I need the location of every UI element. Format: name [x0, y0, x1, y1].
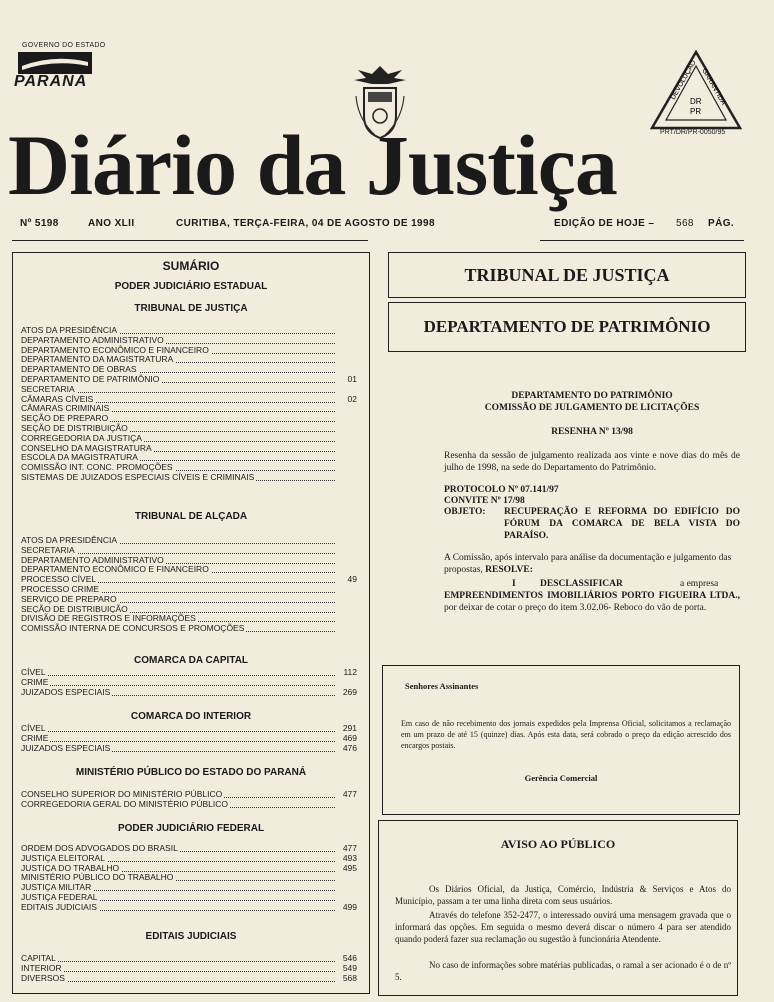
summary-entry-label: SECRETARIA: [21, 544, 75, 555]
issue-number: Nº 5198: [20, 218, 59, 229]
summary-entry-label: DIVISÃO DE REGISTROS E INFORMAÇÕES: [21, 613, 196, 624]
summary-entry-label: COMISSÃO INT. CONC. PROMOÇÕES: [21, 462, 173, 473]
summary-section-heading: TRIBUNAL DE ALÇADA: [134, 511, 248, 522]
summary-section-heading: PODER JUDICIÁRIO FEDERAL: [117, 823, 265, 834]
article-desclassificar: DESCLASSIFICAR: [540, 579, 623, 589]
edition-pages: 568: [676, 218, 694, 229]
summary-entry-label: DEPARTAMENTO DE PATRIMÔNIO: [21, 374, 160, 384]
summary-section-heading: MINISTÉRIO PÚBLICO DO ESTADO DO PARANÁ: [75, 767, 307, 778]
summary-entry-page: 568: [342, 972, 357, 983]
aviso-paragraph-2: Através do telefone 352-2477, o interessado ouvirá uma mensagem gravada que o informará das opções. Em seguida o mesmo deverá discar o número 4 para ser atendido quando poderá fazer sua reclamação ou sugestão à funcionária Atendente.: [395, 910, 731, 944]
article-body-1-block: [444, 552, 740, 576]
summary-section-heading: COMARCA DO INTERIOR: [130, 711, 252, 722]
summary-entry-page: 02: [347, 393, 357, 404]
summary-entry-label: DEPARTAMENTO ADMINISTRATIVO: [21, 554, 164, 565]
summary-entry: [21, 687, 357, 698]
summary-entry-label: PROCESSO CÍVEL: [21, 574, 97, 585]
summary-entry-page: 49: [347, 574, 357, 585]
summary-section-heading: PODER JUDICIÁRIO ESTADUAL: [114, 281, 268, 292]
summary-entry-page: 291: [342, 723, 357, 733]
article-resolve: RESOLVE:: [485, 565, 533, 575]
summary-entry: [21, 743, 357, 754]
edition-label: EDIÇÃO DE HOJE –: [554, 218, 655, 229]
article-desclass-tail: a empresa: [680, 579, 719, 589]
summary-entry-label: INTERIOR: [21, 962, 62, 973]
article-intro: Resenha da sessão de julgamento realizada aos vinte e nove dias do mês de julho de 1998, na sede do Departamento do Patrimônio.: [444, 451, 740, 473]
summary-entry-label: CONSELHO DA MAGISTRATURA: [21, 442, 152, 453]
aviso-paragraph-1: Os Diários Oficial, da Justiça, Comércio, Indústria & Serviços e Atos do Município, passam a ter uma linha direta com seus usuários.: [395, 884, 731, 906]
summary-entry-label: CÍVEL: [21, 723, 46, 733]
summary-entry-page: 477: [342, 843, 357, 853]
summary-box: [12, 252, 370, 994]
notice-body: Em caso de não recebimento dos jornais expedidos pela Imprensa Oficial, solicitamos a reclamação em um prazo de até 15 (quinze) dias. Após esta data, será cobrado o preço da edição acrescido dos encargos postais.: [401, 719, 731, 750]
aviso-title: AVISO AO PÚBLICO: [500, 837, 616, 851]
summary-entry-label: DEPARTAMENTO DA MAGISTRATURA: [21, 354, 174, 365]
summary-entry-page: 477: [342, 789, 357, 799]
summary-entry-label: CORREGEDORIA GERAL DO MINISTÉRIO PÚBLICO: [21, 798, 229, 809]
summary-entry-label: JUIZADOS ESPECIAIS: [21, 742, 111, 753]
summary-section-heading: COMARCA DA CAPITAL: [133, 655, 249, 666]
summary-entry-label: DIVERSOS: [21, 972, 65, 983]
summary-entry-page: 499: [342, 901, 357, 912]
department-banner: DEPARTAMENTO DE PATRIMÔNIO: [388, 302, 746, 352]
issue-rule-left: [12, 240, 368, 241]
summary-entry-label: CRIME: [21, 676, 49, 687]
summary-entry-label: DEPARTAMENTO ECONÔMICO E FINANCEIRO: [21, 344, 209, 355]
summary-entry: [21, 973, 357, 984]
article-resenha: RESENHA Nº 13/98: [551, 427, 633, 437]
postal-guarantee-seal: [648, 48, 744, 140]
summary-entry: [21, 623, 357, 634]
summary-section-heading: TRIBUNAL DE JUSTIÇA: [134, 303, 248, 314]
summary-entry-label: JUIZADOS ESPECIAIS: [21, 686, 111, 697]
summary-entry-label: JUSTIÇA FEDERAL: [21, 892, 98, 902]
article-commission: COMISSÃO DE JULGAMENTO DE LICITAÇÕES: [484, 403, 700, 413]
summary-entry-page: 469: [342, 732, 357, 743]
summary-entry-label: JUSTIÇA MILITAR: [21, 882, 92, 893]
seal-inner-2: PR: [690, 107, 702, 116]
summary-entry-page: 546: [342, 953, 357, 963]
summary-entry-label: SISTEMAS DE JUIZADOS ESPECIAIS CÍVEIS E CRIMINAIS: [21, 472, 255, 482]
summary-entry-label: COMISSÃO INTERNA DE CONCURSOS E PROMOÇÕES: [21, 623, 245, 634]
newspaper-title: Diário da Justiça: [8, 117, 617, 213]
article-body-2: por deixar de cotar o preço do item 3.02.06- Reboco do vão de porta.: [444, 603, 707, 613]
summary-entry-label: SEÇÃO DE DISTRIBUIÇÃO: [21, 423, 128, 433]
summary-entry-label: DEPARTAMENTO ADMINISTRATIVO: [21, 334, 164, 345]
summary-title: SUMÁRIO: [162, 259, 220, 273]
article-department: DEPARTAMENTO DO PATRIMÔNIO: [511, 391, 673, 401]
article-body-2-block: [444, 590, 740, 614]
summary-entry-label: CÂMARAS CRIMINAIS: [21, 403, 110, 414]
notice-title: Senhores Assinantes: [405, 681, 479, 691]
summary-entry-label: ATOS DA PRESIDÊNCIA: [21, 535, 118, 545]
summary-entry-page: 112: [343, 667, 357, 677]
issue-year: ANO XLII: [88, 218, 135, 229]
pages-label: PÁG.: [708, 218, 735, 229]
issue-rule-right: [540, 240, 744, 241]
parana-flag-logo: [18, 52, 92, 74]
article-company: EMPREENDIMENTOS IMOBILIÁRIOS PORTO FIGUEIRA LTDA.,: [444, 591, 740, 601]
summary-entry-page: 549: [342, 962, 357, 973]
article-protocolo: PROTOCOLO Nº 07.141/97: [444, 485, 559, 495]
summary-entry-label: SECRETARIA: [21, 383, 75, 394]
subscribers-notice-box: [382, 665, 740, 815]
summary-entry-label: SEÇÃO DE DISTRIBUIÇÃO: [21, 603, 128, 614]
summary-entry-label: JUSTIÇA DO TRABALHO: [21, 862, 120, 873]
article-objeto-label: OBJETO:: [444, 507, 486, 517]
seal-text-right: GARANTIDA: [700, 67, 727, 107]
seal-code: PRT/DR/PR-0050/95: [660, 129, 726, 136]
summary-entry-label: CÍVEL: [21, 667, 46, 677]
summary-entry-label: ATOS DA PRESIDÊNCIA: [21, 325, 118, 335]
summary-entry-page: 269: [342, 686, 357, 697]
summary-entry-label: JUSTIÇA ELEITORAL: [21, 852, 105, 863]
seal-inner-1: DR: [690, 97, 702, 106]
aviso-paragraph-3: No caso de informações sobre matérias publicadas, o ramal a ser acionado é o de nº 5.: [395, 960, 731, 982]
summary-entry-label: ORDEM DOS ADVOGADOS DO BRASIL: [21, 843, 178, 853]
court-banner: TRIBUNAL DE JUSTIÇA: [388, 252, 746, 298]
summary-entry-label: SERVIÇO DE PREPARO: [21, 593, 117, 604]
article-objeto-text: RECUPERAÇÃO E REFORMA DO EDIFÍCIO DO FÓRUM DA COMARCA DE BELA VISTA DO PARAÍSO.: [504, 507, 740, 541]
article-body-1: A Comissão, após intervalo para análise da documentação e julgamento das propostas,: [444, 553, 732, 575]
summary-entry-label: CÂMARAS CÍVEIS: [21, 393, 94, 404]
notice-signature: Gerência Comercial: [524, 773, 598, 783]
seal-text-top: DEVOLUÇÃO: [669, 59, 698, 101]
summary-entry-label: CONSELHO SUPERIOR DO MINISTÉRIO PÚBLICO: [21, 789, 223, 799]
summary-entry-page: 495: [342, 862, 357, 873]
summary-entry-label: CAPITAL: [21, 953, 56, 963]
state-name-logo: PARANÁ: [14, 73, 88, 90]
summary-entry-page: 476: [342, 742, 357, 753]
summary-entry-label: MINISTÉRIO PÚBLICO DO TRABALHO: [21, 872, 174, 883]
summary-entry-label: ESCOLA DA MAGISTRATURA: [21, 452, 138, 463]
public-notice-box: [378, 820, 738, 996]
summary-entry-label: CRIME: [21, 732, 49, 743]
summary-entry-page: 01: [347, 374, 357, 384]
summary-entry-page: 493: [342, 852, 357, 863]
issue-bar: [20, 218, 742, 240]
state-government-label: GOVERNO DO ESTADO: [22, 42, 106, 49]
summary-entry-label: CORREGEDORIA DA JUSTIÇA: [21, 432, 142, 443]
summary-entry-label: SEÇÃO DE PREPARO: [21, 413, 109, 424]
article-item-number: I: [512, 579, 516, 589]
summary-entry-label: PROCESSO CRIME: [21, 584, 99, 594]
summary-entry-label: EDITAIS JUDICIAIS: [21, 901, 97, 912]
leader-dots: [21, 981, 335, 982]
summary-section-heading: EDITAIS JUDICIAIS: [145, 931, 237, 942]
summary-entry: [21, 472, 357, 483]
summary-entry: [21, 799, 357, 810]
summary-entry: [21, 902, 357, 913]
article-convite: CONVITE Nº 17/98: [444, 496, 525, 506]
summary-entry-label: DEPARTAMENTO ECONÔMICO E FINANCEIRO: [21, 564, 209, 575]
issue-place-date: CURITIBA, TERÇA-FEIRA, 04 DE AGOSTO DE 1998: [176, 218, 435, 229]
summary-entry-label: DEPARTAMENTO DE OBRAS: [21, 364, 137, 375]
